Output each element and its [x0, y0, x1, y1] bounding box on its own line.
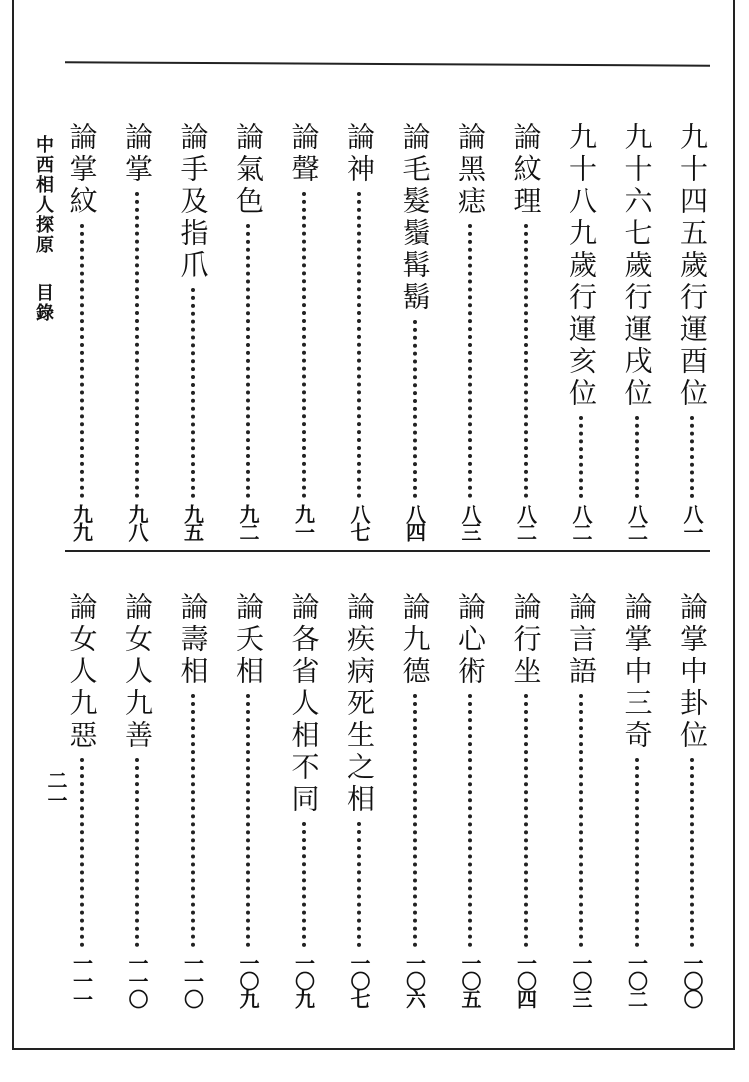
toc-entry-title: 九十八九歲行運亥位 — [565, 122, 598, 410]
toc-entry — [672, 122, 712, 540]
dot-leader — [468, 694, 472, 947]
toc-entry-page: 八一 — [680, 504, 704, 540]
dot-leader — [413, 694, 417, 947]
dot-leader — [302, 192, 306, 498]
toc-entry — [173, 592, 213, 1007]
dot-leader — [635, 416, 639, 498]
toc-entry — [561, 592, 601, 1007]
toc-entry-title: 論心術 — [454, 592, 487, 688]
toc-entry-title: 九十四五歲行運酉位 — [676, 122, 709, 410]
dot-leader — [135, 192, 139, 498]
toc-entry-page: 八七 — [347, 504, 371, 540]
toc-entry-title: 九十六七歲行運戌位 — [620, 122, 654, 410]
toc-entry-page: 一〇七 — [347, 953, 371, 1007]
toc-entry-title: 論夭相 — [232, 592, 265, 688]
toc-entry-page: 八二 — [513, 504, 538, 540]
dot-leader — [246, 224, 250, 498]
page-number: 二一 — [44, 770, 68, 810]
dot-leader — [635, 758, 639, 947]
dot-leader — [357, 822, 361, 947]
toc-entry-page: 一一一 — [69, 953, 94, 1007]
toc-entry-title: 論壽相 — [176, 592, 210, 688]
toc-entry-title: 論紋理 — [509, 122, 543, 218]
toc-entry-page: 九八 — [125, 504, 149, 540]
toc-entry-page: 一〇五 — [458, 953, 482, 1007]
toc-entry-title: 論毛髮鬚髯鬍 — [398, 122, 432, 314]
dot-leader — [191, 288, 195, 498]
dot-leader — [80, 758, 84, 947]
dot-leader — [80, 224, 84, 498]
toc-entry-page: 一〇四 — [513, 953, 538, 1007]
toc-entry-page: 九二 — [236, 504, 260, 540]
toc-entry-title: 論九德 — [398, 592, 432, 688]
toc-entry — [450, 122, 490, 540]
book-title: 中西相人探原 — [33, 135, 54, 255]
toc-entry-page: 一一〇 — [180, 953, 205, 1007]
toc-entry-page: 一〇二 — [624, 953, 649, 1007]
running-header — [26, 135, 54, 323]
toc-entry — [228, 592, 268, 1007]
toc-entry-page: 一〇九 — [291, 953, 316, 1007]
toc-entry — [117, 592, 157, 1007]
toc-entry — [228, 122, 268, 540]
toc-entry-title: 論黑痣 — [454, 122, 487, 218]
toc-entry-title: 論言語 — [565, 592, 598, 688]
dot-leader — [468, 224, 472, 498]
dot-leader — [246, 694, 250, 947]
toc-entry — [62, 592, 102, 1007]
dot-leader — [579, 416, 583, 498]
dot-leader — [413, 320, 417, 498]
toc-entry-title: 論行坐 — [509, 592, 543, 688]
dot-leader — [524, 224, 528, 498]
dot-leader — [191, 694, 195, 947]
dot-leader — [302, 822, 306, 947]
toc-entry-page: 一〇三 — [569, 953, 593, 1007]
toc-entry — [395, 592, 435, 1007]
toc-entry-title: 論掌中三奇 — [620, 592, 654, 752]
toc-entry-page: 八四 — [402, 504, 427, 540]
section-title: 目錄 — [33, 283, 54, 323]
toc-entry-title: 論掌中卦位 — [676, 592, 709, 752]
toc-entry — [617, 122, 657, 540]
dot-leader — [690, 416, 694, 498]
toc-entry — [284, 122, 324, 540]
toc-entry-title: 論神 — [343, 122, 376, 186]
toc-entry-page: 一一〇 — [125, 953, 149, 1007]
toc-entry-title: 論女人九惡 — [65, 592, 99, 752]
toc-entry-title: 論掌紋 — [65, 122, 99, 218]
toc-entry — [617, 592, 657, 1007]
toc-entry-title: 論聲 — [287, 122, 321, 186]
toc-entry-page: 八三 — [458, 504, 482, 540]
toc-entry-page: 九九 — [69, 504, 94, 540]
toc-entry — [62, 122, 102, 540]
middle-rule — [65, 550, 710, 552]
toc-entry — [117, 122, 157, 540]
toc-entry — [395, 122, 435, 540]
toc-entry-page: 一〇九 — [236, 953, 260, 1007]
toc-entry-page: 八二 — [569, 504, 593, 540]
toc-entry-title: 論疾病死生之相 — [343, 592, 376, 816]
dot-leader — [135, 758, 139, 947]
toc-entry-title: 論手及指爪 — [176, 122, 210, 282]
toc-entry-page: 一〇〇 — [680, 953, 704, 1007]
toc-entry — [173, 122, 213, 540]
toc-entry — [339, 122, 379, 540]
dot-leader — [690, 758, 694, 947]
toc-entry — [561, 122, 601, 540]
toc-entry — [284, 592, 324, 1007]
toc-entry — [506, 592, 546, 1007]
dot-leader — [357, 192, 361, 498]
toc-entry — [450, 592, 490, 1007]
toc-entry-title: 論掌 — [121, 122, 154, 186]
dot-leader — [524, 694, 528, 947]
toc-entry-page: 一〇六 — [402, 953, 427, 1007]
toc-entry-title: 論各省人相不同 — [287, 592, 321, 816]
toc-entry — [339, 592, 379, 1007]
toc-entry-title: 論女人九善 — [121, 592, 154, 752]
toc-entry — [506, 122, 546, 540]
toc-entry-title: 論氣色 — [232, 122, 265, 218]
toc-entry-page: 九一 — [291, 504, 316, 540]
dot-leader — [579, 694, 583, 947]
toc-entry — [672, 592, 712, 1007]
toc-entry-page: 九五 — [180, 504, 205, 540]
toc-entry-page: 八二 — [624, 504, 649, 540]
